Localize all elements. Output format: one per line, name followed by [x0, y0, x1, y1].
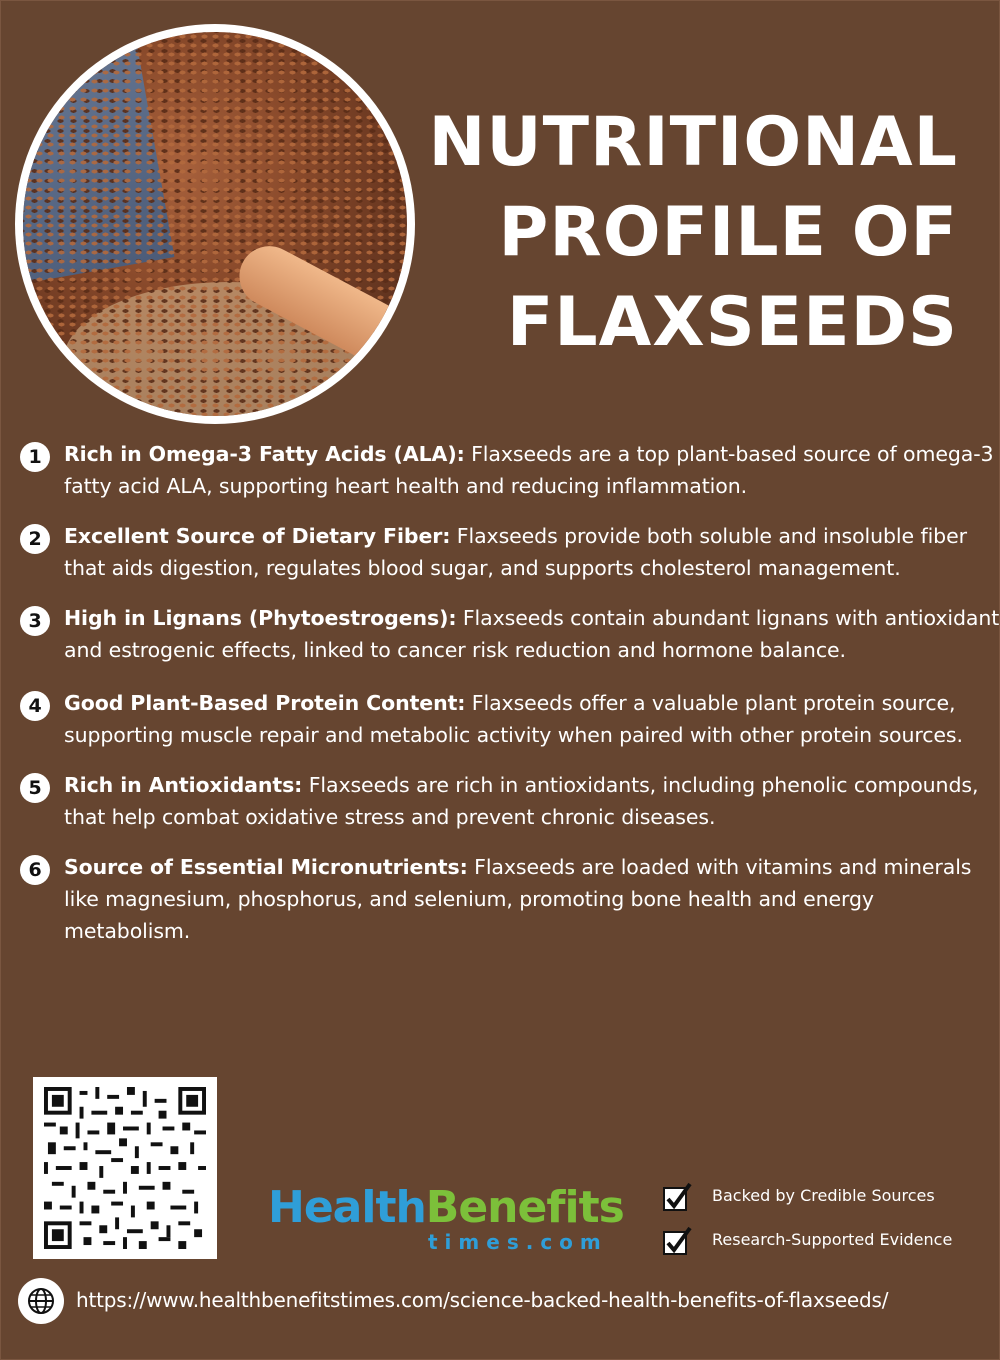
title-line: NUTRITIONAL — [428, 103, 958, 182]
credibility-badge — [662, 1180, 992, 1214]
list-item — [20, 851, 1000, 947]
source-url-link[interactable]: https://www.healthbenefitstimes.com/science-backed-health-benefits-of-flaxseeds/ — [76, 1288, 889, 1312]
title-line: FLAXSEEDS — [506, 283, 958, 362]
title-line: PROFILE OF — [498, 193, 958, 272]
item-text: Flaxseeds contain abundant lignans with antioxidant and estrogenic effects, linked to cancer risk reduction and hormone balance. — [64, 606, 1000, 662]
item-label: Excellent Source of Dietary Fiber: — [64, 524, 451, 548]
list-item — [20, 769, 1000, 833]
number-badge: 1 — [20, 442, 50, 472]
list-item — [20, 438, 1000, 502]
qr-pattern — [43, 1087, 207, 1249]
flaxseed-photo — [15, 24, 415, 424]
number-badge: 2 — [20, 524, 50, 554]
number-badge: 6 — [20, 855, 50, 885]
logo-wordmark — [268, 1182, 624, 1233]
number-badge: 3 — [20, 606, 50, 636]
item-label: Rich in Omega-3 Fatty Acids (ALA): — [64, 442, 465, 466]
page-title — [398, 98, 958, 368]
list-item — [20, 520, 1000, 584]
nutrient-list — [20, 438, 1000, 947]
logo-word-health: Health — [268, 1182, 426, 1233]
checkmark-icon — [662, 1182, 692, 1212]
item-label: High in Lignans (Phytoestrogens): — [64, 606, 457, 630]
item-text: Flaxseeds are rich in antioxidants, including phenolic compounds, that help combat oxidative stress and prevent chronic diseases. — [64, 773, 979, 829]
evidence-badge — [662, 1224, 992, 1258]
qr-code-icon[interactable] — [33, 1077, 217, 1259]
number-badge: 5 — [20, 773, 50, 803]
item-text: Flaxseeds provide both soluble and insoluble fiber that aids digestion, regulates blood sugar, and supports cholesterol management. — [64, 524, 967, 580]
list-item — [20, 602, 1000, 666]
number-badge: 4 — [20, 691, 50, 721]
item-label: Good Plant-Based Protein Content: — [64, 691, 466, 715]
checkmark-icon — [662, 1226, 692, 1256]
globe-icon — [18, 1278, 64, 1324]
logo-word-benefits: Benefits — [425, 1182, 624, 1233]
item-label: Rich in Antioxidants: — [64, 773, 303, 797]
badge-text: Backed by Credible Sources — [712, 1186, 935, 1205]
item-text: Flaxseeds offer a valuable plant protein source, supporting muscle repair and metabolic activity when paired with other protein sources. — [64, 691, 963, 747]
item-label: Source of Essential Micronutrients: — [64, 855, 468, 879]
item-text: Flaxseeds are loaded with vitamins and minerals like magnesium, phosphorus, and selenium, promoting bone health and energy metabolism. — [64, 855, 972, 943]
logo-subtitle: times.com — [428, 1230, 608, 1254]
badge-text: Research-Supported Evidence — [712, 1230, 953, 1249]
item-text: Flaxseeds are a top plant-based source of omega-3 fatty acid ALA, supporting heart health and reducing inflammation. — [64, 442, 994, 498]
list-item — [20, 687, 1000, 751]
health-benefits-times-logo[interactable] — [268, 1182, 628, 1257]
